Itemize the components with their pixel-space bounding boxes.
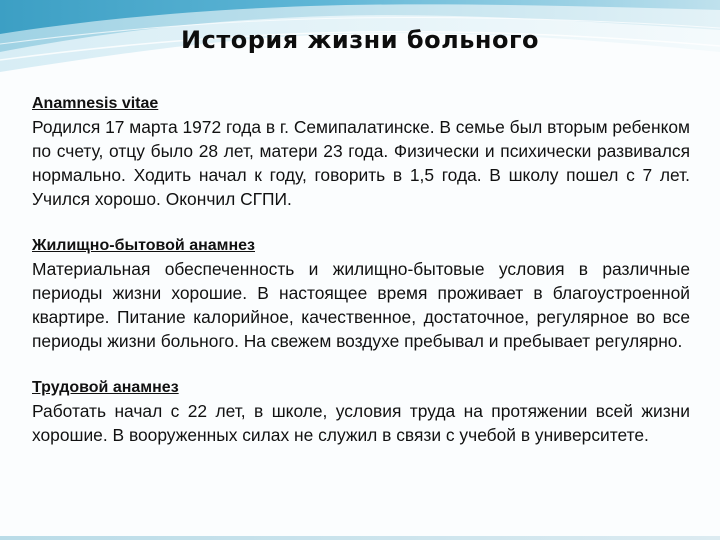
section-spacer: [32, 353, 690, 377]
section-heading-anamnesis-vitae: Anamnesis vitae: [32, 95, 159, 112]
section-text-living-conditions: Материальная обеспеченность и жилищно-бытовые условия в различные периоды жизни хорошие. В настоящее время проживает в благоустроенной квартире. Питание калорийное, качественное, достаточное, регулярное во все периоды жизни больного. На свежем воздухе пребывал и пребывает регулярно.: [32, 259, 690, 351]
section-heading-work-history: Трудовой анамнез: [32, 379, 179, 396]
section-text-anamnesis-vitae: Родился 17 марта 1972 года в г. Семипалатинске. В семье был вторым ребенком по счету, отцу было 28 лет, матери 23 года. Физически и психически развивался нормально. Ходить начал к году, говорить в 1,5 года. В школу пошел с 7 лет. Учился хорошо. Окончил СГПИ.: [32, 117, 690, 209]
section-spacer: [32, 211, 690, 235]
bottom-accent-bar: [0, 536, 720, 540]
slide-content: [32, 93, 690, 447]
section-heading-living-conditions: Жилищно-бытовой анамнез: [32, 237, 255, 254]
slide-title: История жизни больного: [181, 26, 539, 54]
section-text-work-history: Работать начал с 22 лет, в школе, условия труда на протяжении всей жизни хорошие. В вооруженных силах не служил в связи с учебой в университете.: [32, 401, 690, 445]
